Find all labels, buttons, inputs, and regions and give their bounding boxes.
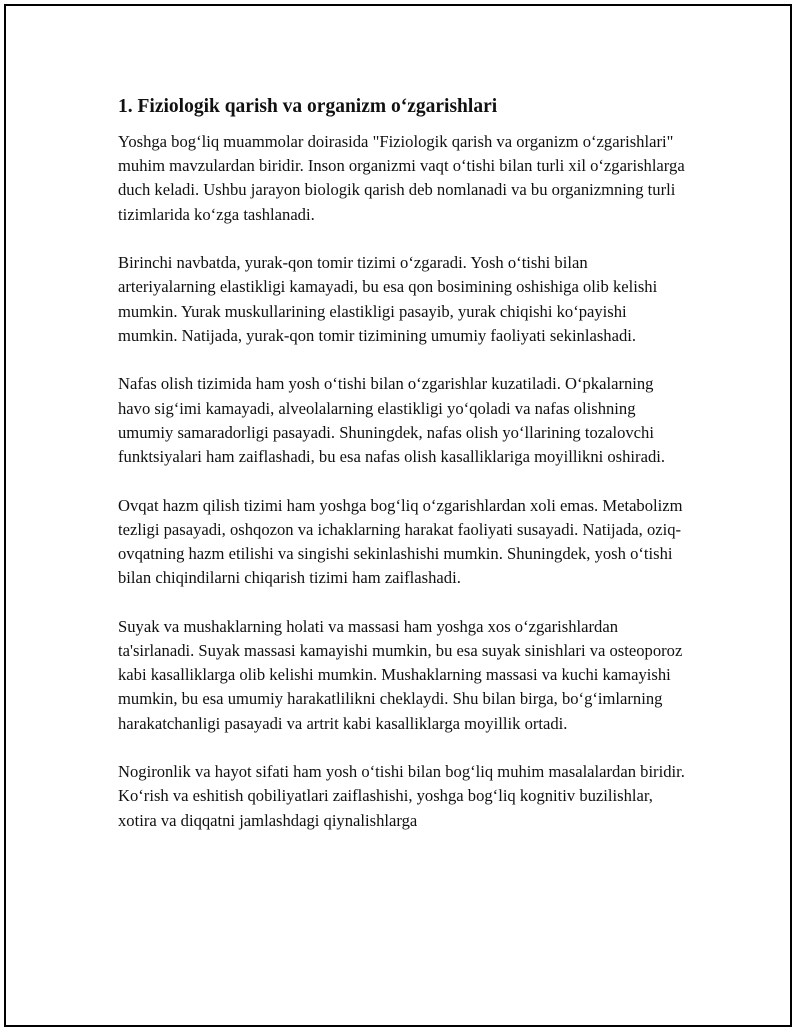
paragraph-intro: Yoshga bog‘liq muammolar doirasida "Fiziologik qarish va organizm o‘zgarishlari" muhim mavzulardan biridir. Inson organizmi vaqt o‘tishi bilan turli xil o‘zgarishlarga duch keladi. Ushbu jarayon biologik qarish deb nomlanadi va bu organizmning turli tizimlarida ko‘zga tashlanadi. xyxy=(118,132,685,224)
paragraph-cardiovascular: Birinchi navbatda, yurak-qon tomir tizimi o‘zgaradi. Yosh o‘tishi bilan arteriyalarning elastikligi kamayadi, bu esa qon bosimining oshishiga olib kelishi mumkin. Yurak muskullarining elastikligi pasayib, yurak chiqishi ko‘payishi mumkin. Natijada, yurak-qon tomir tizimining umumiy faoliyati sekinlashadi. xyxy=(118,253,658,345)
paragraph-quality-of-life: Nogironlik va hayot sifati ham yosh o‘tishi bilan bog‘liq muhim masalalardan biridir. Ko‘rish va eshitish qobiliyatlari zaiflashishi, yoshga bog‘liq kognitiv buzilishlar, xotira va diqqatni jamlashdagi qiynalishlarga xyxy=(118,762,685,830)
paragraph-respiratory: Nafas olish tizimida ham yosh o‘tishi bilan o‘zgarishlar kuzatiladi. O‘pkalarning havo sig‘imi kamayadi, alveolalarning elastikligi yo‘qoladi va nafas olishning umumiy samaradorligi pasayadi. Shuningdek, nafas olish yo‘llarining tozalovchi funktsiyalari ham zaiflashadi, bu esa nafas olish kasalliklariga moyillikni oshiradi. xyxy=(118,374,665,467)
paragraph-digestive: Ovqat hazm qilish tizimi ham yoshga bog‘liq o‘zgarishlardan xoli emas. Metabolizm tezligi pasayadi, oshqozon va ichaklarning harakat faoliyati susayadi. Natijada, oziq-ovqatning hazm etilishi va singishi sekinlashishi mumkin. Shuningdek, yosh o‘tishi bilan chiqindilarni chiqarish tizimi ham zaiflashadi. xyxy=(118,495,683,588)
section-heading: 1. Fiziologik qarish va organizm o‘zgarishlari xyxy=(118,96,498,117)
document-body xyxy=(118,94,688,857)
paragraph-musculoskeletal: Suyak va mushaklarning holati va massasi ham yoshga xos o‘zgarishlardan ta'sirlanadi. Suyak massasi kamayishi mumkin, bu esa suyak sinishlari va osteoporoz kabi kasalliklarga olib kelishi mumkin. Mushaklarning massasi va kuchi kamayishi mumkin, bu esa umumiy harakatlilikni cheklaydi. Shu bilan birga, bo‘g‘imlarning harakatchanligi pasayadi va artrit kabi kasalliklarga moyillik ortadi. xyxy=(118,616,683,733)
